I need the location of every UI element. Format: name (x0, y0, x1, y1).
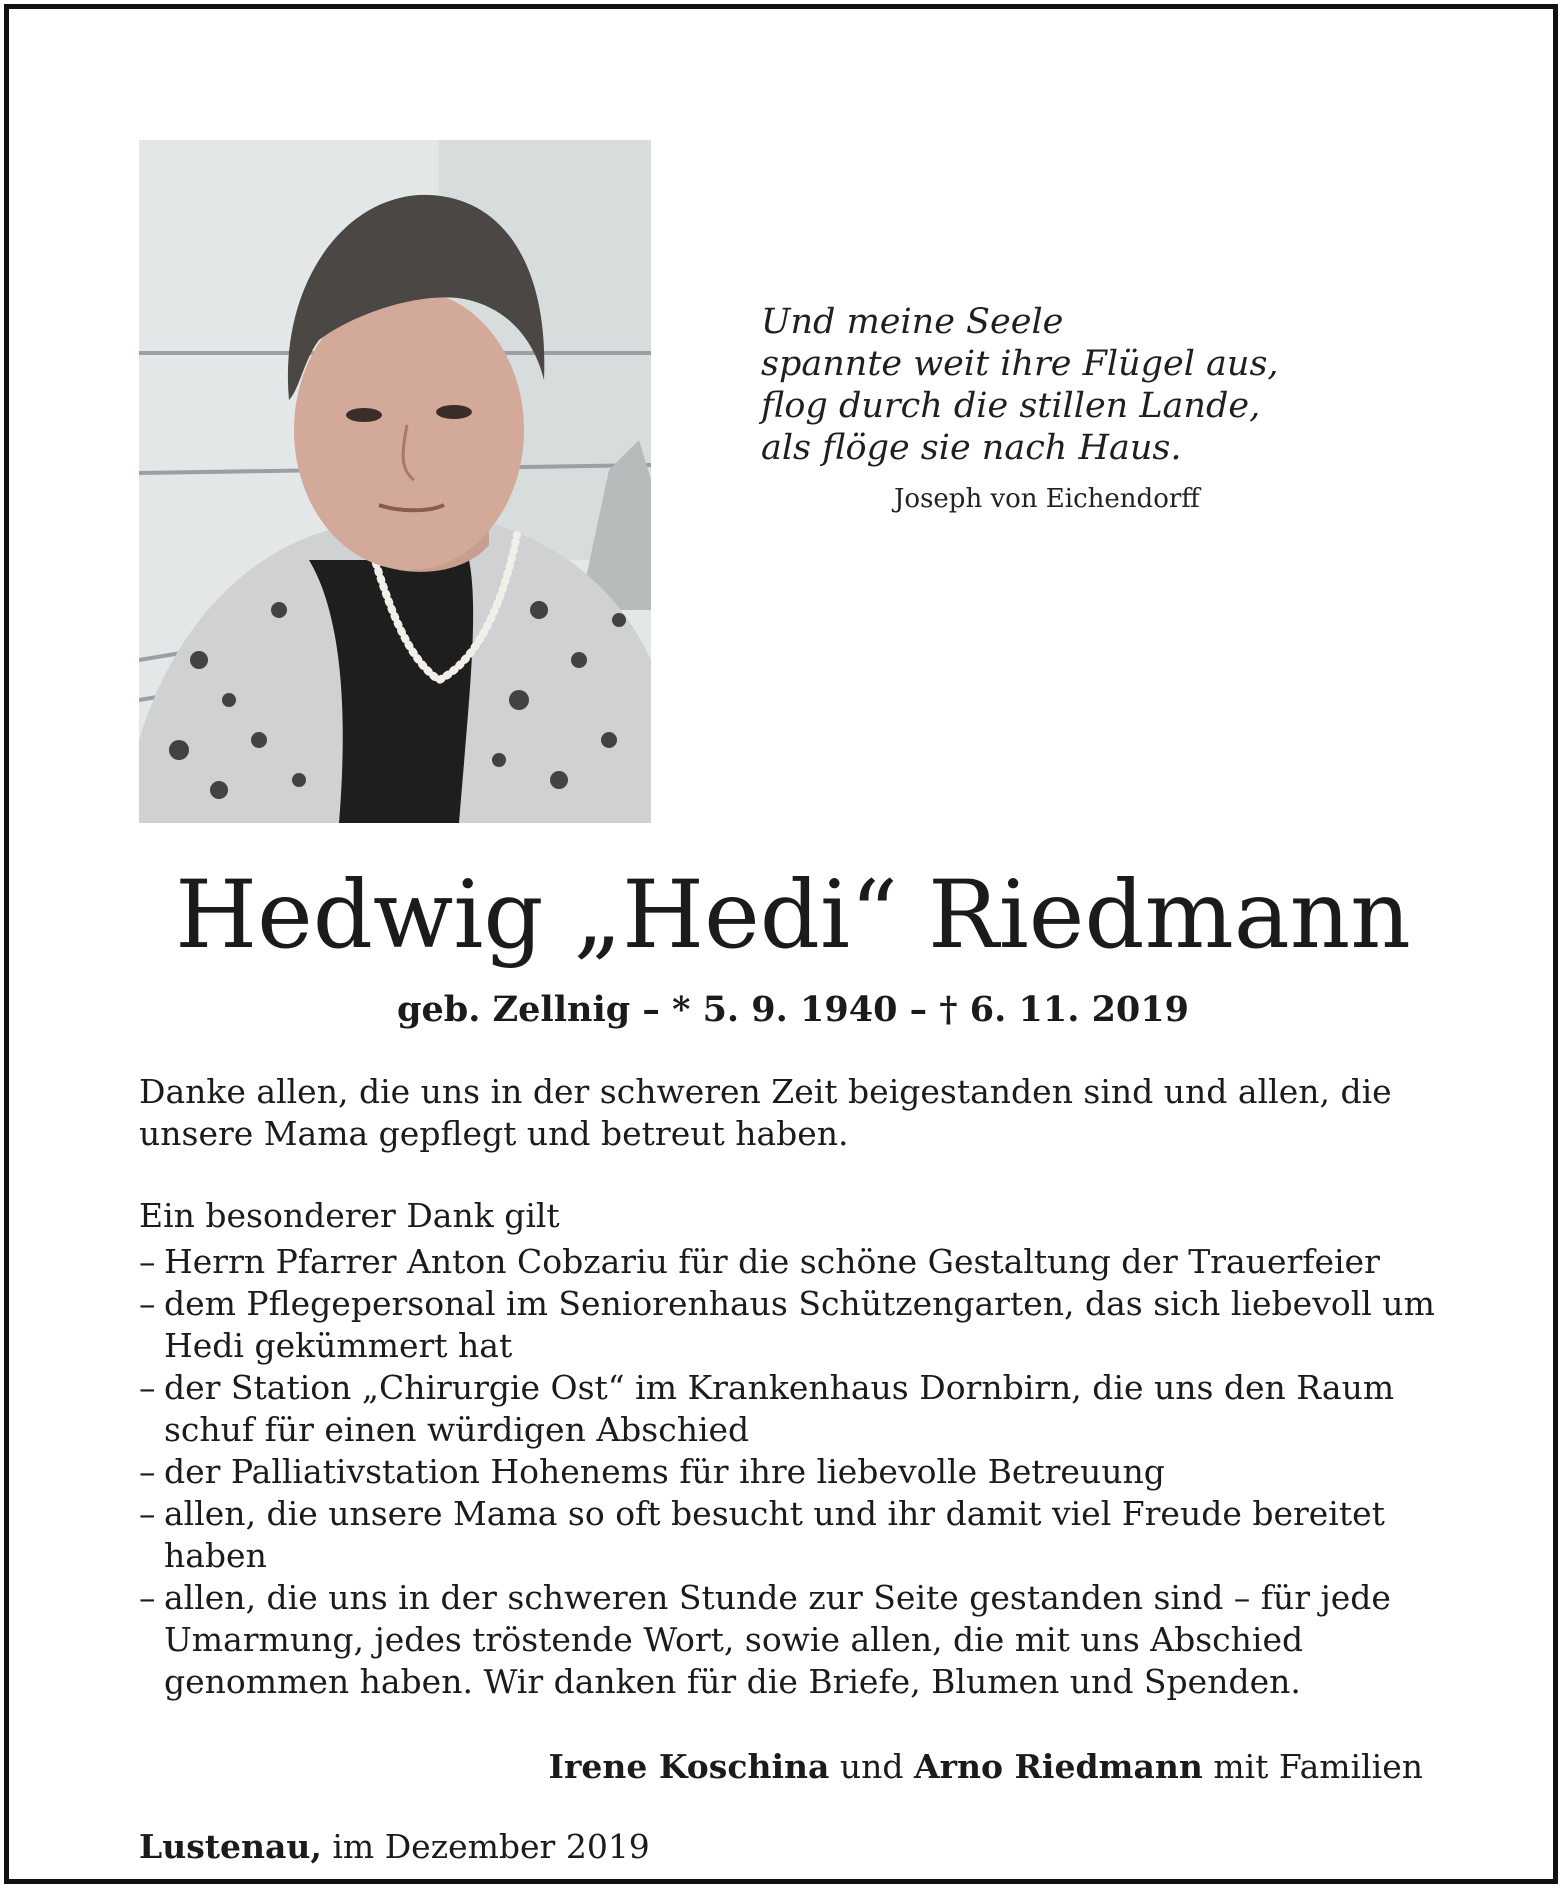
dash: – (139, 1242, 156, 1281)
place-date (139, 1827, 650, 1866)
poem-line: spannte weit ihre Flügel aus, (761, 344, 1279, 384)
dash: – (139, 1284, 156, 1323)
list-item-text: dem Pflegepersonal im Seniorenhaus Schützengarten, das sich liebevoll um Hedi gekümmert hat (164, 1284, 1435, 1365)
list-item (139, 1493, 1449, 1577)
poem-line: flog durch die stillen Lande, (761, 386, 1261, 426)
list-item (139, 1367, 1449, 1451)
thanks-intro: Ein besonderer Dank gilt (139, 1196, 560, 1235)
signature-suffix: mit Familien (1213, 1747, 1423, 1786)
place-date-text: im Dezember 2019 (332, 1827, 650, 1866)
poem (761, 301, 1279, 469)
notice-frame (4, 4, 1558, 1884)
thanks-list (139, 1241, 1449, 1703)
deceased-name: Hedwig „Hedi“ Riedmann (175, 861, 1411, 970)
list-item (139, 1451, 1449, 1493)
signer-name-2: Arno Riedmann (914, 1747, 1203, 1786)
dash: – (139, 1368, 156, 1407)
list-item (139, 1283, 1449, 1367)
place-city: Lustenau, (139, 1827, 322, 1866)
dash: – (139, 1578, 156, 1617)
portrait-photo (139, 140, 651, 823)
signature-and: und (839, 1747, 904, 1786)
list-item (139, 1241, 1449, 1283)
poem-author: Joseph von Eichendorff (894, 484, 1200, 514)
thanks-paragraph: Danke allen, die uns in der schweren Zeit beigestanden sind und allen, die unsere Mama gepflegt und betreut haben. (139, 1072, 1392, 1153)
poem-line: als flöge sie nach Haus. (761, 428, 1182, 468)
list-item-text: allen, die unsere Mama so oft besucht und ihr damit viel Freude bereitet haben (164, 1494, 1385, 1575)
dash: – (139, 1494, 156, 1533)
signer-name-1: Irene Koschina (548, 1747, 830, 1786)
portrait-image (139, 140, 651, 823)
list-item-text: allen, die uns in der schweren Stunde zur Seite gestanden sind – für jede Umarmung, jedes tröstende Wort, sowie allen, die mit uns Abschied genommen haben. Wir danken für die Briefe, Blumen und Spenden. (164, 1578, 1391, 1701)
list-item-text: der Station „Chirurgie Ost“ im Krankenhaus Dornbirn, die uns den Raum schuf für einen würdigen Abschied (164, 1368, 1395, 1449)
signature (549, 1747, 1423, 1786)
list-item-text: der Palliativstation Hohenems für ihre liebevolle Betreuung (164, 1452, 1165, 1491)
list-item (139, 1577, 1449, 1703)
list-item-text: Herrn Pfarrer Anton Cobzariu für die schöne Gestaltung der Trauerfeier (164, 1242, 1380, 1281)
poem-line: Und meine Seele (761, 302, 1064, 342)
dash: – (139, 1452, 156, 1491)
life-dates: geb. Zellnig – * 5. 9. 1940 – † 6. 11. 2019 (397, 989, 1189, 1030)
